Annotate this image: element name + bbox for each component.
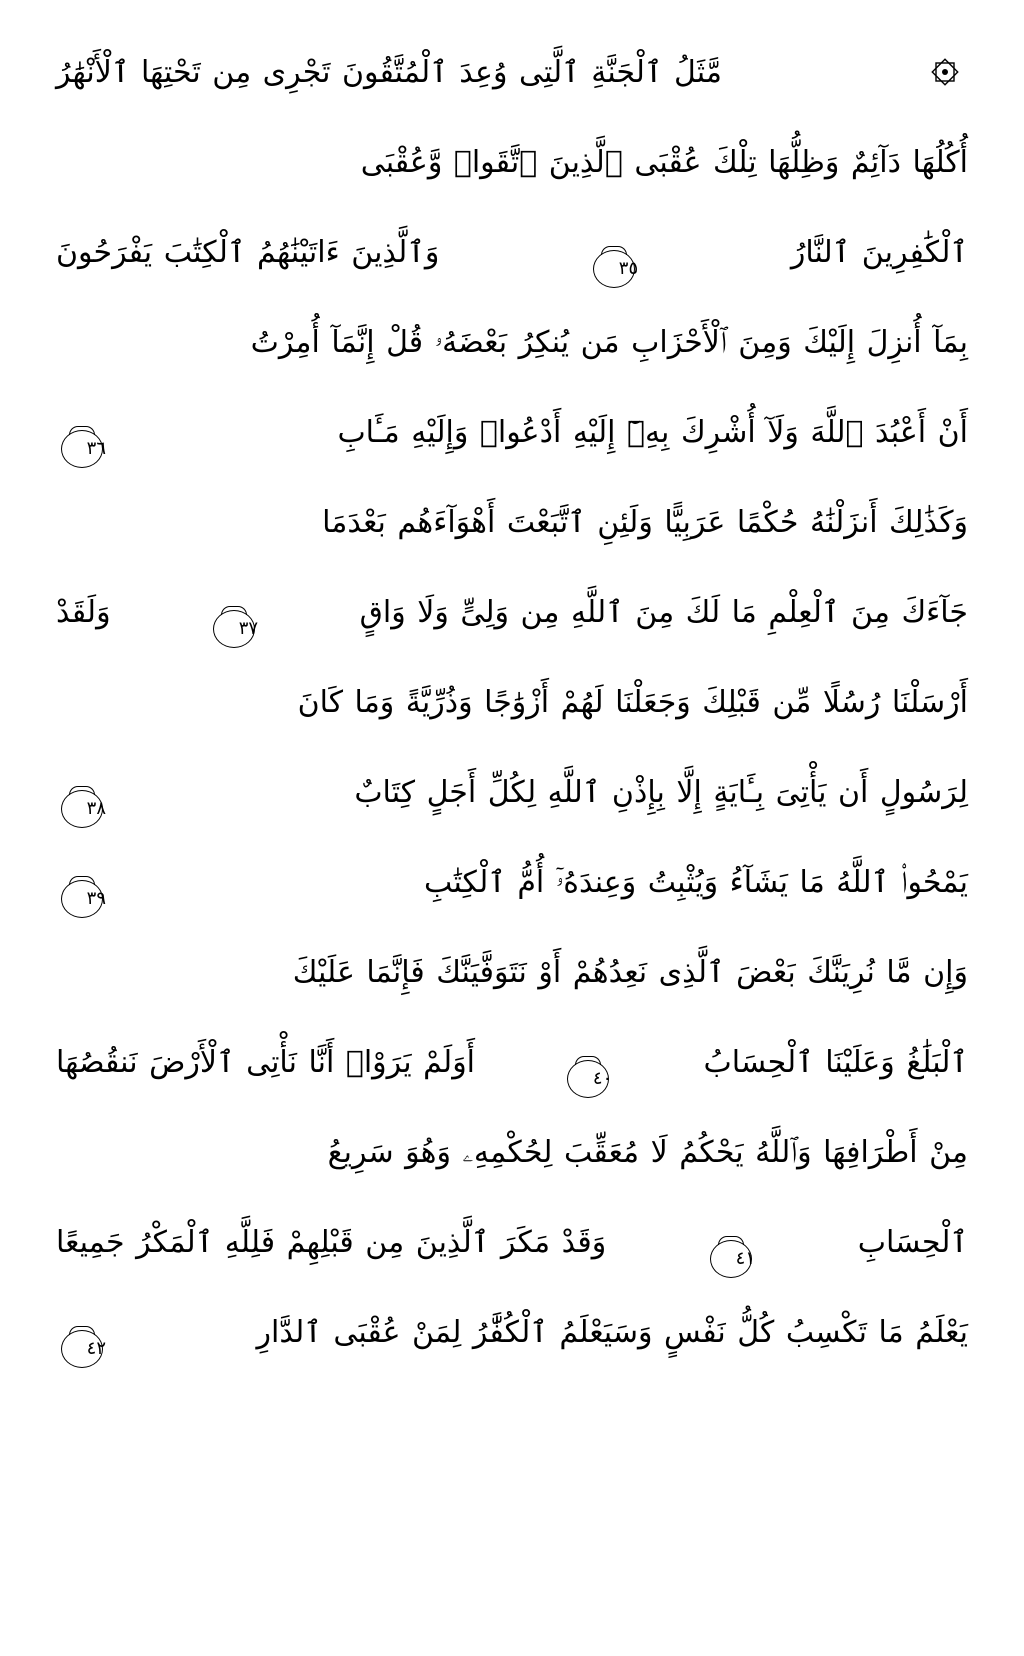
quran-line-text-continued: أَوَلَمْ يَرَوْا۟ أَنَّا نَأْتِى ٱلْأَرْضَ نَنقُصُهَا: [56, 1045, 476, 1080]
quran-line: [56, 1288, 968, 1378]
ayah-number: ٤٠: [592, 1068, 613, 1089]
ayah-number: ٣٨: [86, 798, 106, 819]
quran-line-text: وَكَذَٰلِكَ أَنزَلْنَٰهُ حُكْمًا عَرَبِيًّا وَلَئِنِ ٱتَّبَعْتَ أَهْوَآءَهُم بَعْدَمَا: [322, 505, 968, 540]
quran-line: [56, 1018, 968, 1108]
quran-line: [56, 208, 968, 298]
quran-line: [56, 478, 968, 568]
quran-line-text: جَآءَكَ مِنَ ٱلْعِلْمِ مَا لَكَ مِنَ ٱللَّهِ مِن وَلِىٍّ وَلَا وَاقٍ: [359, 595, 968, 630]
quran-line-text: مِنْ أَطْرَافِهَا وَٱللَّهُ يَحْكُمُ لَا مُعَقِّبَ لِحُكْمِهِۦ وَهُوَ سَرِيعُ: [327, 1135, 968, 1170]
quran-line-text-continued: وَقَدْ مَكَرَ ٱلَّذِينَ مِن قَبْلِهِمْ فَلِلَّهِ ٱلْمَكْرُ جَمِيعًا: [56, 1225, 607, 1260]
quran-line: [56, 298, 968, 388]
quran-line: [56, 928, 968, 1018]
quran-line: [56, 388, 968, 478]
rub-el-hizb-ornament-icon: [928, 55, 962, 89]
quran-line-text: أَنْ أَعْبُدَ ٱللَّهَ وَلَآ أُشْرِكَ بِهِۦٓ إِلَيْهِ أَدْعُوا۟ وَإِلَيْهِ مَـَٔابِ: [337, 415, 968, 450]
quran-line-text-continued: وَلَقَدْ: [56, 595, 111, 630]
quran-line-text: أُكُلُهَا دَآئِمٌ وَظِلُّهَا تِلْكَ عُقْبَى ٱلَّذِينَ ٱتَّقَوا۟ وَّعُقْبَى: [360, 145, 968, 180]
quran-line: [56, 28, 968, 118]
quran-line-text: بِمَآ أُنزِلَ إِلَيْكَ وَمِنَ ٱلْأَحْزَابِ مَن يُنكِرُ بَعْضَهُۥ قُلْ إِنَّمَآ أُمِرْتُ: [250, 325, 968, 360]
quran-body-text: [56, 28, 968, 1378]
quran-line-text: أَرْسَلْنَا رُسُلًا مِّن قَبْلِكَ وَجَعَلْنَا لَهُمْ أَزْوَٰجًا وَذُرِّيَّةً وَمَا كَانَ: [297, 685, 968, 720]
quran-line: [56, 118, 968, 208]
ayah-number: ٣٩: [86, 888, 106, 909]
ayah-marker: [592, 246, 638, 292]
quran-line-text-continued: وَٱلَّذِينَ ءَاتَيْنَٰهُمُ ٱلْكِتَٰبَ يَفْرَحُونَ: [56, 235, 440, 270]
ayah-marker: [709, 1236, 755, 1282]
quran-line-text: وَإِن مَّا نُرِيَنَّكَ بَعْضَ ٱلَّذِى نَعِدُهُمْ أَوْ نَتَوَفَّيَنَّكَ فَإِنَّمَا عَلَيْكَ: [292, 955, 968, 990]
quran-line: [56, 658, 968, 748]
quran-line-text: ٱلْحِسَابِ: [857, 1225, 968, 1260]
quran-line: [56, 838, 968, 928]
quran-line: [56, 568, 968, 658]
quran-line-text: مَّثَلُ ٱلْجَنَّةِ ٱلَّتِى وُعِدَ ٱلْمُتَّقُونَ تَجْرِى مِن تَحْتِهَا ٱلْأَنْهَٰرُ: [56, 55, 722, 90]
quran-line: [56, 1198, 968, 1288]
ayah-number: ٤٢: [86, 1338, 106, 1359]
ayah-marker: [60, 426, 106, 472]
quran-line: [56, 1108, 968, 1198]
quran-line: [56, 748, 968, 838]
ayah-marker: [60, 1326, 106, 1372]
ayah-number: ٤١: [735, 1248, 755, 1269]
ayah-number: ٣٦: [86, 438, 106, 459]
ayah-marker: [566, 1056, 612, 1102]
quran-line-text: يَمْحُوا۟ ٱللَّهُ مَا يَشَآءُ وَيُثْبِتُ وَعِندَهُۥٓ أُمُّ ٱلْكِتَٰبِ: [424, 865, 968, 900]
ayah-number: ٣٥: [618, 258, 639, 279]
ayah-marker: [60, 876, 106, 922]
quran-line-text: ٱلْكَٰفِرِينَ ٱلنَّارُ: [790, 235, 968, 270]
ayah-marker: [60, 786, 106, 832]
quran-line-text: لِرَسُولٍ أَن يَأْتِىَ بِـَٔايَةٍ إِلَّا بِإِذْنِ ٱللَّهِ لِكُلِّ أَجَلٍ كِتَابٌ: [354, 775, 968, 810]
quran-line-text: ٱلْبَلَٰغُ وَعَلَيْنَا ٱلْحِسَابُ: [703, 1045, 968, 1080]
ayah-marker: [212, 606, 258, 652]
quran-line-text: يَعْلَمُ مَا تَكْسِبُ كُلُّ نَفْسٍ وَسَيَعْلَمُ ٱلْكُفَّٰرُ لِمَنْ عُقْبَى ٱلدَّارِ: [256, 1315, 968, 1350]
ayah-number: ٣٧: [238, 618, 259, 639]
